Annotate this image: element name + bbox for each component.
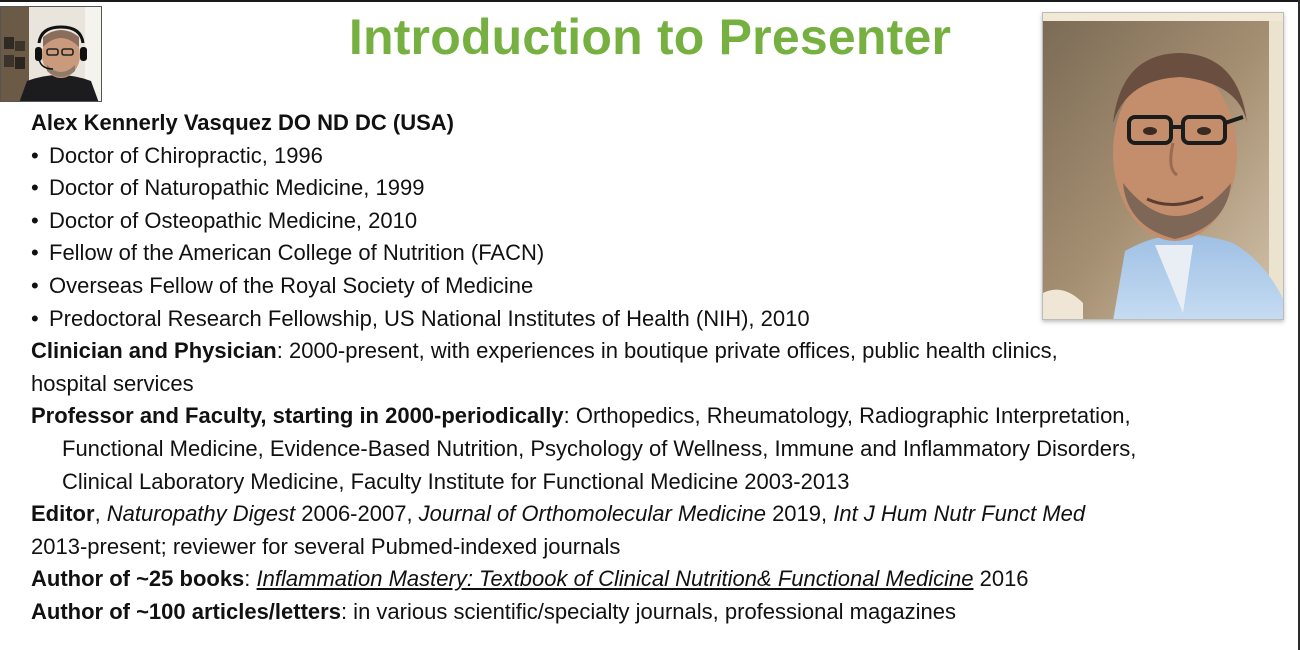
- editor-text-continued: 2013-present; reviewer for several Pubmed-indexed journals: [31, 533, 621, 559]
- clinician-label: Clinician and Physician: [31, 338, 277, 364]
- journal-title: Naturopathy Digest: [106, 501, 296, 527]
- bullet-icon: •: [31, 207, 39, 233]
- bullet-icon: •: [31, 305, 39, 331]
- articles-label: Author of ~100 articles/letters: [31, 598, 341, 624]
- articles-section: [31, 596, 1271, 629]
- professor-text: : Orthopedics, Rheumatology, Radiographic Interpretation,: [563, 403, 1131, 429]
- books-label: Author of ~25 books: [31, 566, 245, 592]
- list-item: • Predoctoral Research Fellowship, US National Institutes of Health (NIH), 2010: [31, 303, 1271, 336]
- books-section: Author of ~25 books: Inflammation Mastery: Textbook of Clinical Nutrition& Functional Medicine 2016: [31, 566, 1029, 592]
- presenter-name: Alex Kennerly Vasquez DO ND DC (USA): [31, 110, 454, 135]
- editor-label: Editor: [31, 501, 95, 527]
- clinician-text: : 2000-present, with experiences in boutique private offices, public health clinics,: [276, 338, 1058, 364]
- bullet-icon: •: [31, 175, 39, 201]
- list-item: • Overseas Fellow of the Royal Society of Medicine: [31, 270, 1271, 303]
- book-title-link[interactable]: Inflammation Mastery: Textbook of Clinical Nutrition& Functional Medicine: [256, 566, 974, 592]
- editor-section: Editor, Naturopathy Digest 2006-2007, Journal of Orthomolecular Medicine 2019, Int J Hum Nutr Funct Med 2013-present; reviewer for several Pubmed-indexed journals: [31, 498, 1271, 563]
- professor-label: Professor and Faculty, starting in 2000-periodically: [31, 403, 564, 429]
- slide-body: [31, 107, 1271, 629]
- professor-section: [31, 400, 1271, 498]
- journal-title: Int J Hum Nutr Funct Med: [833, 501, 1086, 527]
- credentials-list: [31, 140, 1271, 336]
- articles-text: : in various scientific/specialty journals, professional magazines: [340, 598, 957, 624]
- clinician-text-continued: hospital services: [31, 370, 194, 396]
- list-item: • Doctor of Osteopathic Medicine, 2010: [31, 205, 1271, 238]
- list-item: • Doctor of Naturopathic Medicine, 1999: [31, 172, 1271, 205]
- professor-text-continued: Clinical Laboratory Medicine, Faculty Institute for Functional Medicine 2003-2013: [62, 468, 850, 494]
- slide-title: Introduction to Presenter: [348, 9, 952, 65]
- journal-title: Journal of Orthomolecular Medicine: [418, 501, 766, 527]
- bullet-icon: •: [31, 272, 39, 298]
- top-border: [0, 0, 1300, 2]
- professor-text-continued: Functional Medicine, Evidence-Based Nutrition, Psychology of Wellness, Immune and Inflammatory Disorders,: [62, 435, 1137, 461]
- list-item: • Doctor of Chiropractic, 1996: [31, 140, 1271, 173]
- list-item: • Fellow of the American College of Nutrition (FACN): [31, 237, 1271, 270]
- clinician-section: [31, 335, 1271, 400]
- bullet-icon: •: [31, 142, 39, 168]
- bullet-icon: •: [31, 240, 39, 266]
